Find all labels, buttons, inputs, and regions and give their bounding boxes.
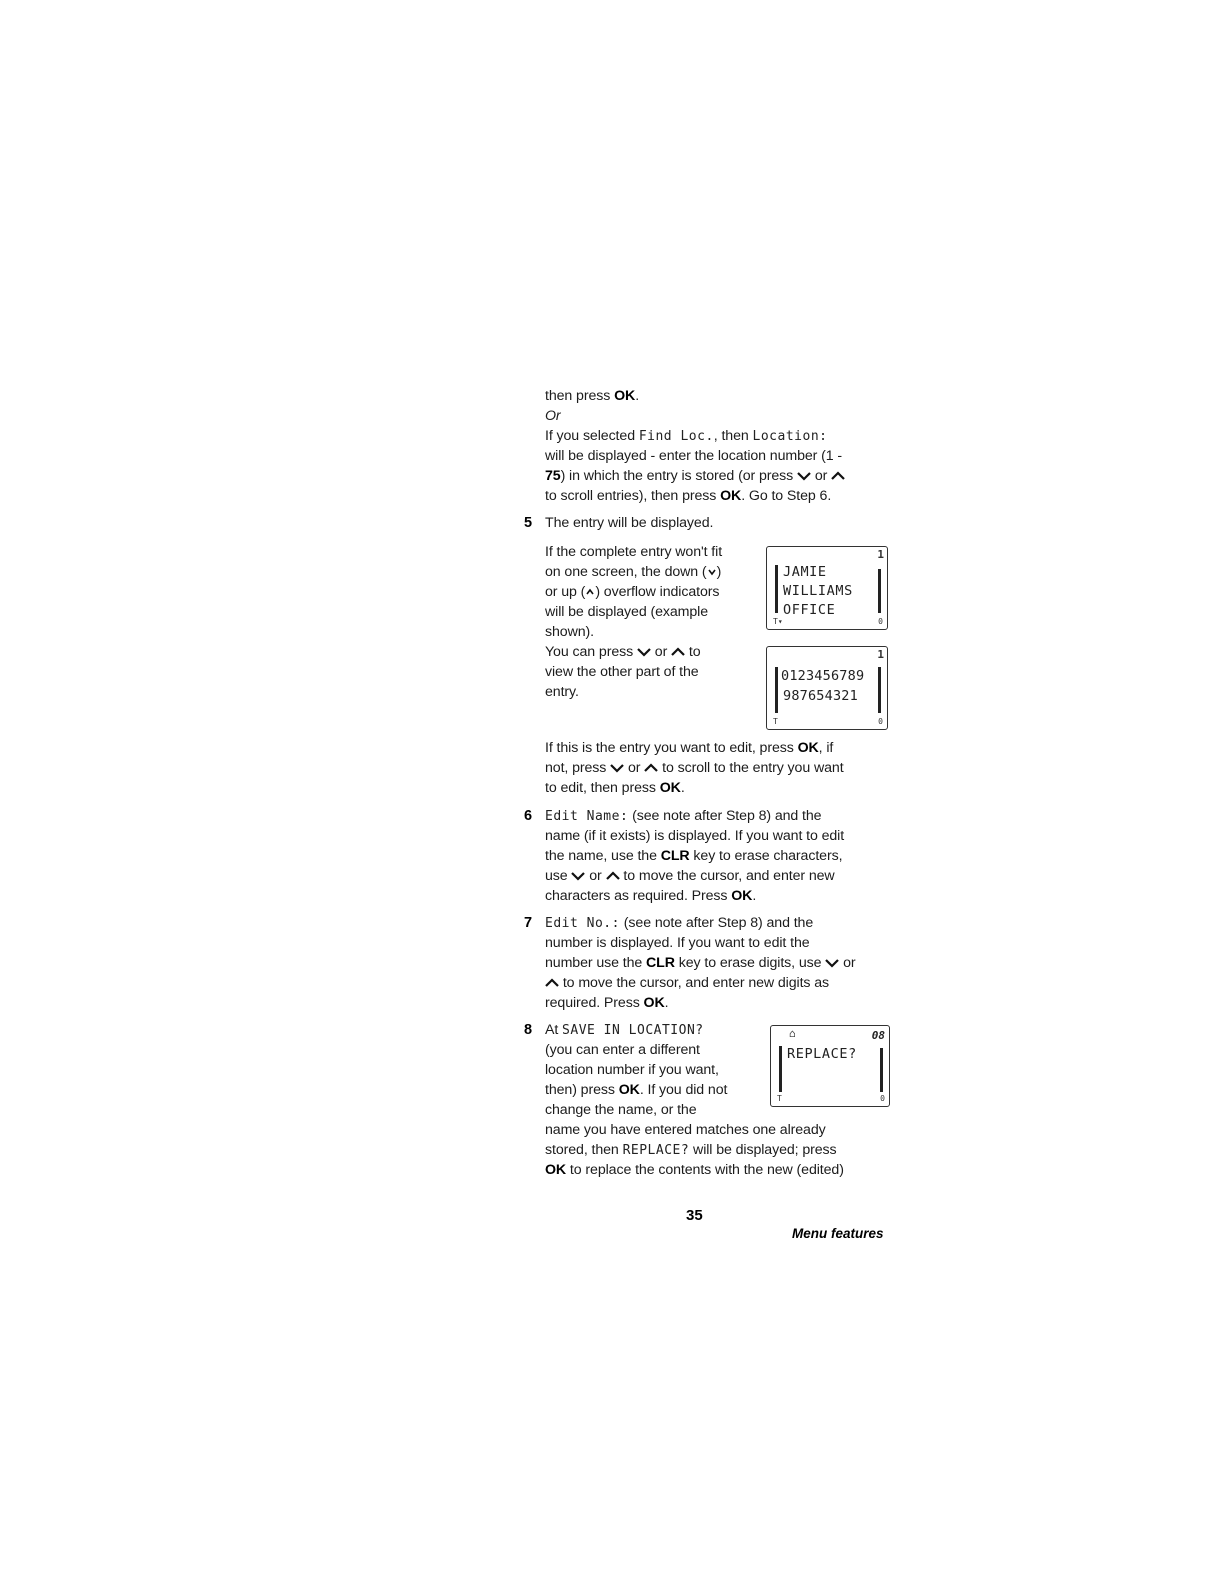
display-left-bar bbox=[779, 1046, 782, 1092]
text: . bbox=[680, 780, 685, 796]
chevron-down-icon bbox=[610, 763, 624, 773]
chevron-up-icon bbox=[831, 471, 845, 481]
step-5-p1-line-2 bbox=[545, 562, 721, 582]
step-5-p3-line-2 bbox=[545, 758, 844, 778]
up-overflow-icon: T bbox=[777, 1094, 782, 1103]
clr-key-label: CLR bbox=[646, 955, 675, 971]
step-5-p3-line-1 bbox=[545, 738, 833, 758]
step-5-p2-line-2: view the other part of the bbox=[545, 664, 699, 680]
text: required. Press bbox=[545, 995, 644, 1011]
display-right-bar bbox=[880, 1048, 883, 1092]
home-icon: ⌂ bbox=[789, 1027, 796, 1040]
step-5-p1-line-4: will be displayed (example bbox=[545, 604, 709, 620]
chevron-down-icon bbox=[825, 958, 839, 968]
step-5-p2-line-3: entry. bbox=[545, 684, 579, 700]
up-overflow-icon: T bbox=[773, 717, 778, 726]
chevron-up-icon bbox=[644, 763, 658, 773]
step-6-line-3 bbox=[545, 846, 842, 866]
ok-key-label: OK bbox=[659, 780, 681, 796]
step-6-line-4 bbox=[545, 866, 835, 886]
text: to edit, then press bbox=[545, 780, 660, 796]
text: or up ( bbox=[545, 584, 586, 600]
phone-display-replace bbox=[770, 1025, 890, 1107]
step-7-line-5 bbox=[545, 993, 668, 1013]
clr-key-label: CLR bbox=[660, 848, 690, 864]
text: If this is the entry you want to edit, press bbox=[545, 740, 798, 756]
location-label: Location: bbox=[752, 429, 828, 444]
or-label: Or bbox=[545, 408, 561, 424]
intro-line-6 bbox=[545, 486, 831, 506]
step-7-line-2: number is displayed. If you want to edit the bbox=[545, 935, 810, 951]
step-number: 7 bbox=[524, 915, 533, 931]
chevron-down-icon bbox=[797, 471, 811, 481]
step-7-line-4 bbox=[545, 973, 829, 993]
text: number use the bbox=[545, 955, 647, 971]
display-line: JAMIE bbox=[783, 564, 827, 580]
text: then) press bbox=[545, 1082, 619, 1098]
text: key to erase digits, use bbox=[674, 955, 826, 971]
display-line: 987654321 bbox=[783, 688, 858, 704]
display-indicator: 0 bbox=[878, 717, 883, 726]
text: stored, then bbox=[545, 1142, 623, 1158]
save-in-location-label: SAVE IN LOCATION? bbox=[562, 1023, 704, 1038]
step-6-line-2: name (if it exists) is displayed. If you want to edit bbox=[545, 828, 845, 844]
text: or bbox=[810, 468, 832, 484]
text: . bbox=[635, 388, 640, 404]
text: to move the cursor, and enter new digits as bbox=[559, 975, 830, 991]
display-location-number: 08 bbox=[871, 1029, 885, 1042]
phone-display-entry-number bbox=[766, 646, 888, 730]
step-number: 6 bbox=[524, 808, 533, 824]
chevron-up-icon bbox=[585, 588, 595, 596]
step-5-p1-line-3 bbox=[545, 582, 719, 602]
text: . bbox=[664, 995, 669, 1011]
step-8-line-1 bbox=[545, 1020, 704, 1041]
step-5-p3-line-3 bbox=[545, 778, 685, 798]
text: or bbox=[650, 644, 672, 660]
text: You can press bbox=[545, 644, 637, 660]
display-counter: 1 bbox=[877, 548, 884, 561]
text: . If you did not bbox=[639, 1082, 728, 1098]
intro-line-1 bbox=[545, 386, 639, 406]
text: use bbox=[545, 868, 572, 884]
step-8-line-8 bbox=[545, 1160, 844, 1180]
text: to scroll to the entry you want bbox=[658, 760, 844, 776]
ok-key-label: OK bbox=[618, 1082, 640, 1098]
step-5-p2-line-1 bbox=[545, 642, 701, 662]
step-number: 5 bbox=[524, 515, 533, 531]
display-right-bar bbox=[878, 569, 881, 613]
step-number: 8 bbox=[524, 1022, 533, 1038]
display-right-bar bbox=[878, 667, 881, 713]
display-indicator: 0 bbox=[878, 617, 883, 626]
chevron-down-icon bbox=[637, 647, 651, 657]
step-8-line-2: (you can enter a different bbox=[545, 1042, 700, 1058]
step-5-p1-line-5: shown). bbox=[545, 624, 594, 640]
display-line: 0123456789 bbox=[781, 668, 865, 684]
chevron-down-icon bbox=[707, 568, 717, 576]
text: or bbox=[839, 955, 856, 971]
step-8-line-7 bbox=[545, 1140, 837, 1161]
display-line: WILLIAMS bbox=[783, 583, 853, 599]
find-loc-label: Find Loc. bbox=[638, 429, 714, 444]
text: . Go to Step 6. bbox=[741, 488, 832, 504]
display-line: REPLACE? bbox=[787, 1046, 857, 1062]
ok-key-label: OK bbox=[797, 740, 819, 756]
step-8-line-5: change the name, or the bbox=[545, 1102, 697, 1118]
step-8-line-4 bbox=[545, 1080, 727, 1100]
chevron-up-icon bbox=[606, 871, 620, 881]
ok-key-label: OK bbox=[643, 995, 665, 1011]
text: 75 bbox=[545, 468, 561, 484]
text: If you selected bbox=[545, 428, 639, 444]
ok-key-label: OK bbox=[614, 388, 636, 404]
display-line: OFFICE bbox=[783, 602, 836, 618]
text: key to erase characters, bbox=[689, 848, 843, 864]
display-left-bar bbox=[775, 565, 778, 613]
text: to replace the contents with the new (edited) bbox=[566, 1162, 844, 1178]
text: on one screen, the down ( bbox=[545, 564, 707, 580]
ok-key-label: OK bbox=[720, 488, 742, 504]
text: ) bbox=[716, 564, 722, 580]
edit-no-label: Edit No.: bbox=[545, 916, 620, 931]
text: or bbox=[624, 760, 645, 776]
step-8-line-3: location number if you want, bbox=[545, 1062, 719, 1078]
chevron-down-icon bbox=[571, 871, 585, 881]
display-counter: 1 bbox=[877, 648, 884, 661]
step-5-p1-line-1: If the complete entry won't fit bbox=[545, 544, 723, 560]
step-7-line-3 bbox=[545, 953, 856, 973]
text: , then bbox=[713, 428, 753, 444]
text: . bbox=[752, 888, 757, 904]
ok-key-label: OK bbox=[731, 888, 753, 904]
step-6-line-5 bbox=[545, 886, 756, 906]
step-7-line-1 bbox=[545, 913, 813, 934]
text: or bbox=[585, 868, 606, 884]
text: ) overflow indicators bbox=[595, 584, 720, 600]
text: (see note after Step 8) and the bbox=[628, 808, 822, 824]
section-title: Menu features bbox=[792, 1226, 884, 1241]
phone-display-entry-name bbox=[766, 546, 888, 630]
intro-line-3 bbox=[545, 426, 827, 447]
text: characters as required. Press bbox=[545, 888, 732, 904]
display-indicator: 0 bbox=[880, 1094, 885, 1103]
text: to bbox=[685, 644, 701, 660]
chevron-up-icon bbox=[545, 978, 559, 988]
replace-label: REPLACE? bbox=[622, 1143, 690, 1158]
step-5-title: The entry will be displayed. bbox=[545, 515, 714, 531]
text: not, press bbox=[545, 760, 611, 776]
text: then press bbox=[545, 388, 615, 404]
intro-line-4: will be displayed - enter the location number (1 - bbox=[545, 448, 843, 464]
step-6-line-1 bbox=[545, 806, 821, 827]
page-number: 35 bbox=[686, 1207, 703, 1224]
text: to scroll entries), then press bbox=[545, 488, 721, 504]
text: At bbox=[545, 1022, 563, 1038]
chevron-up-icon bbox=[671, 647, 685, 657]
ok-key-label: OK bbox=[545, 1162, 567, 1178]
intro-line-5 bbox=[545, 466, 845, 486]
text: ) in which the entry is stored (or press bbox=[560, 468, 797, 484]
text: the name, use the bbox=[545, 848, 661, 864]
text: will be displayed; press bbox=[689, 1142, 837, 1158]
edit-name-label: Edit Name: bbox=[545, 809, 629, 824]
step-8-line-6: name you have entered matches one already bbox=[545, 1122, 826, 1138]
text: , if bbox=[818, 740, 834, 756]
text: (see note after Step 8) and the bbox=[619, 915, 814, 931]
display-left-bar bbox=[775, 667, 778, 713]
down-overflow-icon: T▾ bbox=[773, 617, 783, 626]
text: to move the cursor, and enter new bbox=[619, 868, 835, 884]
